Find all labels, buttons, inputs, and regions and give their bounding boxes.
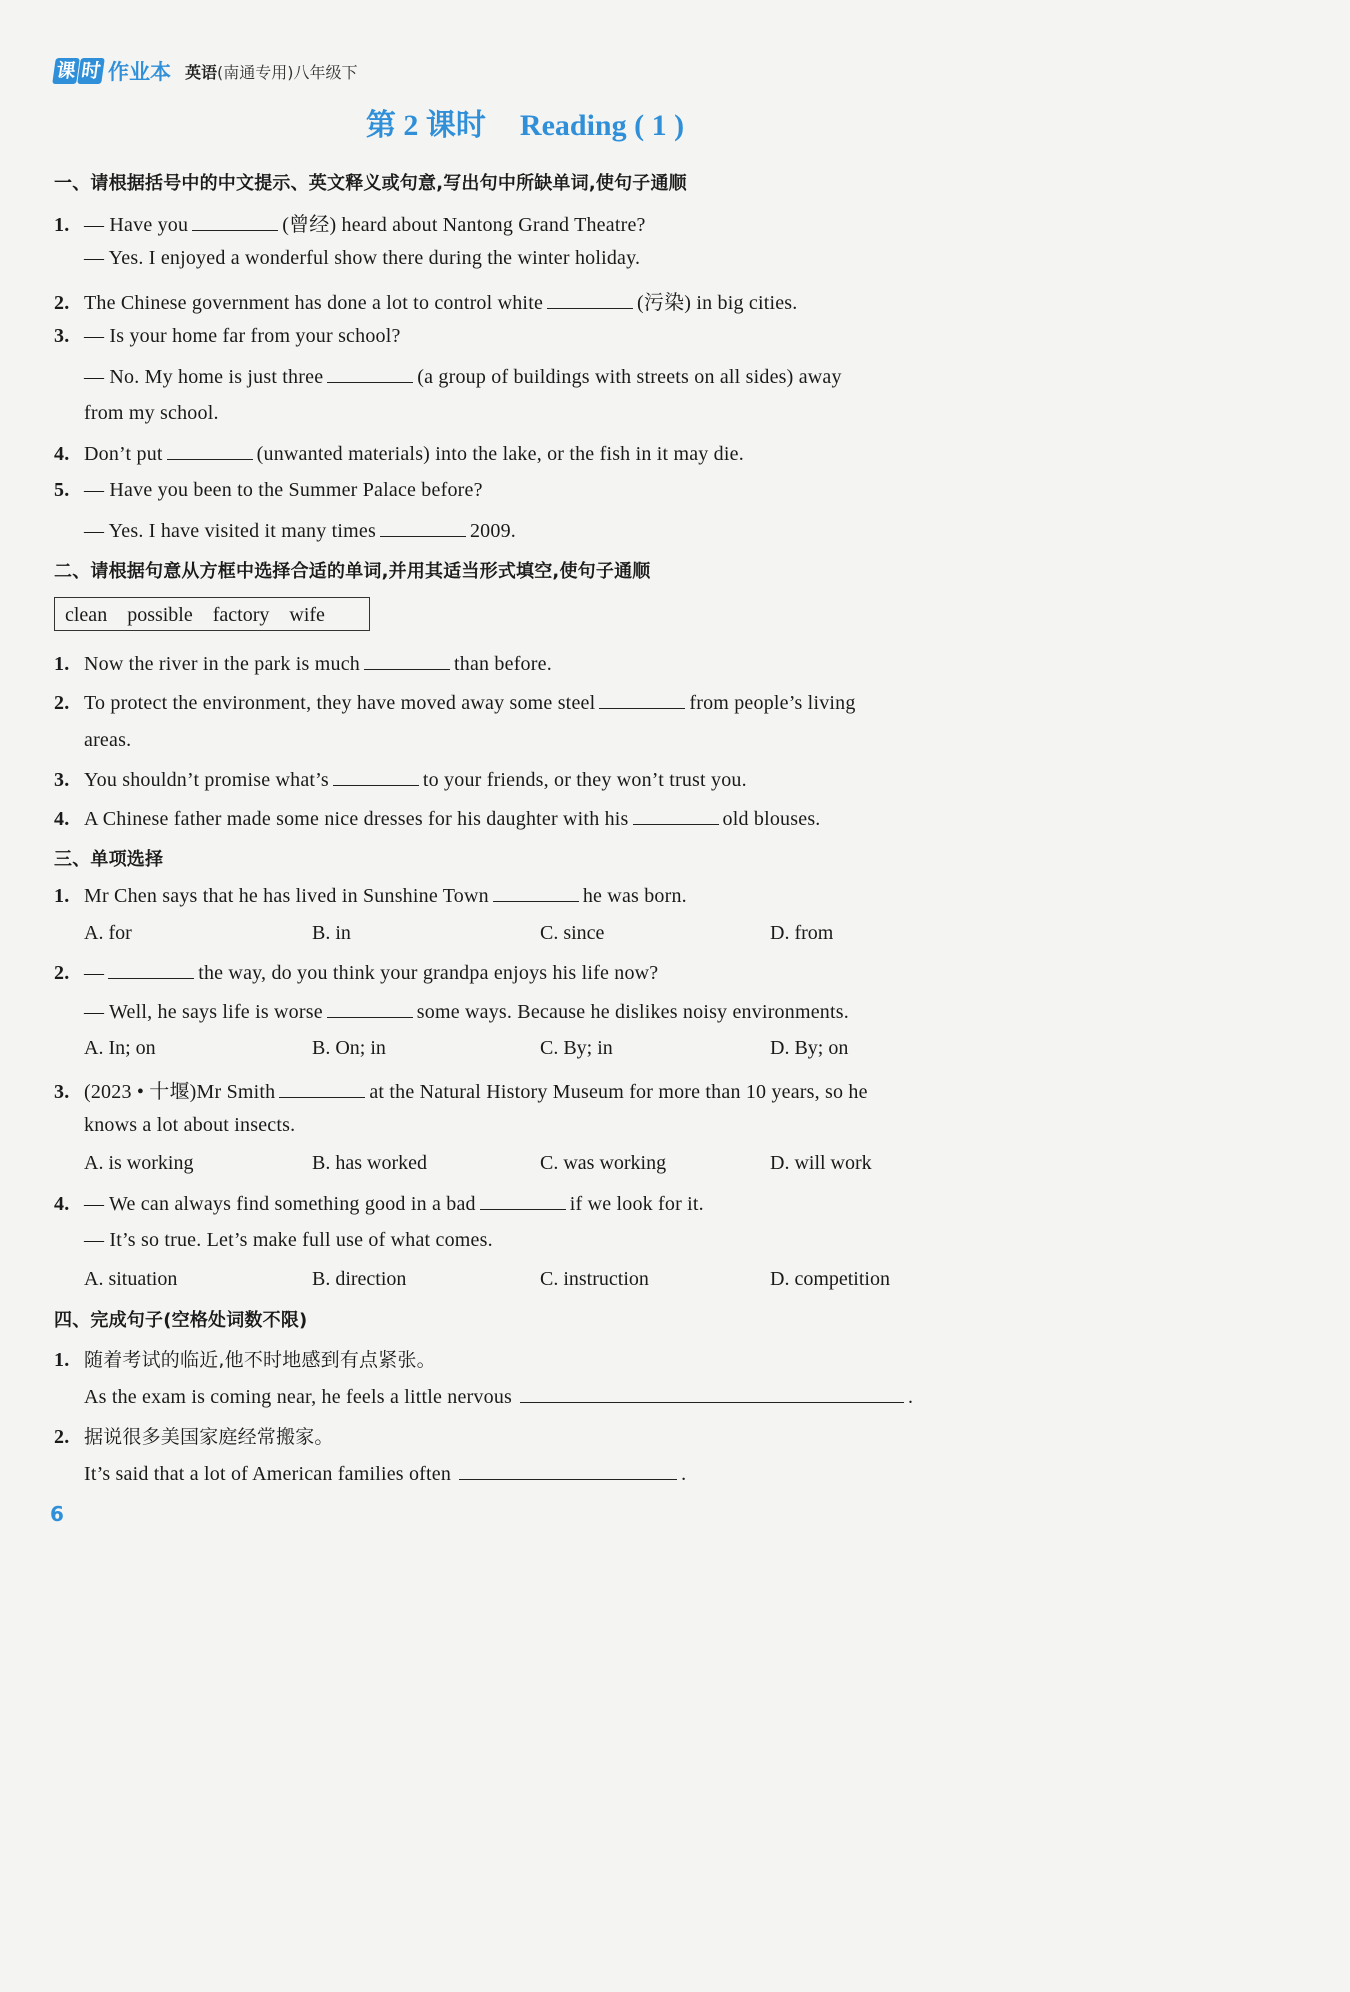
- s3-question-2-reply: — Well, he says life is worse some ways. Because he dislikes noisy environments.: [84, 1001, 849, 1023]
- option-c[interactable]: C. since: [540, 922, 605, 944]
- book-logo-text: 作业本: [108, 60, 171, 84]
- s4-question-2-cn: 2. 据说很多美国家庭经常搬家。: [54, 1426, 334, 1448]
- option-c[interactable]: C. instruction: [540, 1268, 649, 1290]
- answer-blank[interactable]: [633, 806, 719, 825]
- answer-blank[interactable]: [480, 1191, 566, 1210]
- s4-question-1-cn: 1. 随着考试的临近,他不时地感到有点紧张。: [54, 1349, 436, 1371]
- s1-question-5-reply: — Yes. I have visited it many times 2009.: [84, 520, 516, 542]
- word-bank-item: clean: [65, 604, 108, 626]
- answer-blank[interactable]: [333, 767, 419, 786]
- s3-question-4: 4. — We can always find something good in a bad if we look for it.: [54, 1193, 704, 1215]
- answer-blank[interactable]: [192, 212, 278, 231]
- s1-question-3-cont: from my school.: [84, 402, 219, 424]
- option-a[interactable]: A. is working: [84, 1152, 194, 1174]
- word-bank-item: possible: [127, 604, 193, 626]
- answer-blank[interactable]: [167, 441, 253, 460]
- s1-question-1: 1. — Have you (曾经) heard about Nantong Grand Theatre?: [54, 214, 646, 236]
- option-d[interactable]: D. competition: [770, 1268, 890, 1290]
- word-bank-item: factory: [212, 604, 270, 626]
- s2-question-3: 3. You shouldn’t promise what’s to your friends, or they won’t trust you.: [54, 769, 747, 791]
- s2-question-4: 4. A Chinese father made some nice dresses for his daughter with his old blouses.: [54, 808, 821, 830]
- s1-question-4: 4. Don’t put (unwanted materials) into the lake, or the fish in it may die.: [54, 443, 744, 465]
- word-bank-item: wife: [289, 604, 325, 626]
- option-b[interactable]: B. On; in: [312, 1037, 386, 1059]
- page-number: 6: [50, 1502, 64, 1526]
- option-b[interactable]: B. in: [312, 922, 351, 944]
- answer-blank[interactable]: [327, 999, 413, 1018]
- s3-question-1: 1. Mr Chen says that he has lived in Sunshine Town he was born.: [54, 885, 687, 907]
- lesson-title: 第 2 课时 Reading ( 1 ): [365, 109, 685, 142]
- s1-question-2: 2. The Chinese government has done a lot to control white (污染) in big cities.: [54, 292, 798, 314]
- answer-blank[interactable]: [279, 1079, 365, 1098]
- answer-blank[interactable]: [493, 883, 579, 902]
- s3-question-4-reply: — It’s so true. Let’s make full use of what comes.: [84, 1229, 493, 1251]
- s4-question-2-en: It’s said that a lot of American families often .: [84, 1463, 687, 1485]
- book-logo: 课 时: [54, 58, 104, 84]
- subject-sub-label: (南通专用)八年级下: [217, 62, 358, 82]
- section-3-heading: 三、单项选择: [54, 849, 164, 870]
- s2-question-2-cont: areas.: [84, 729, 132, 751]
- s3-q3-options: [84, 1152, 984, 1178]
- s3-question-3: 3. (2023 • 十堰)Mr Smith at the Natural History Museum for more than 10 years, so he: [54, 1081, 868, 1103]
- section-4-heading: 四、完成句子(空格处词数不限): [54, 1310, 308, 1331]
- book-header: [54, 56, 358, 86]
- s3-question-2: 2. — the way, do you think your grandpa enjoys his life now?: [54, 962, 659, 984]
- word-bank-box: [54, 597, 370, 631]
- s2-question-1: 1. Now the river in the park is much than before.: [54, 653, 552, 675]
- answer-blank[interactable]: [459, 1461, 677, 1480]
- answer-blank[interactable]: [599, 690, 685, 709]
- option-d[interactable]: D. from: [770, 922, 834, 944]
- s3-q2-options: [84, 1037, 984, 1063]
- s1-question-3-reply: — No. My home is just three (a group of buildings with streets on all sides) away: [84, 366, 842, 388]
- answer-blank[interactable]: [520, 1384, 904, 1403]
- answer-blank[interactable]: [364, 651, 450, 670]
- option-a[interactable]: A. situation: [84, 1268, 178, 1290]
- s1-question-5: 5. — Have you been to the Summer Palace before?: [54, 479, 483, 501]
- answer-blank[interactable]: [327, 364, 413, 383]
- subject-label: 英语: [185, 62, 218, 82]
- answer-blank[interactable]: [547, 290, 633, 309]
- s1-question-3: 3. — Is your home far from your school?: [54, 325, 401, 347]
- answer-blank[interactable]: [380, 518, 466, 537]
- s3-q4-options: [84, 1268, 984, 1294]
- option-d[interactable]: D. will work: [770, 1152, 872, 1174]
- option-a[interactable]: A. In; on: [84, 1037, 156, 1059]
- s2-question-2: 2. To protect the environment, they have moved away some steel from people’s living: [54, 692, 856, 714]
- s3-q1-options: [84, 922, 984, 948]
- section-2-heading: 二、请根据句意从方框中选择合适的单词,并用其适当形式填空,使句子通顺: [54, 561, 651, 582]
- answer-blank[interactable]: [108, 960, 194, 979]
- s4-question-1-en: As the exam is coming near, he feels a little nervous .: [84, 1386, 914, 1408]
- option-b[interactable]: B. has worked: [312, 1152, 427, 1174]
- option-c[interactable]: C. was working: [540, 1152, 667, 1174]
- section-1-heading: 一、请根据括号中的中文提示、英文释义或句意,写出句中所缺单词,使句子通顺: [54, 173, 687, 194]
- option-b[interactable]: B. direction: [312, 1268, 407, 1290]
- option-a[interactable]: A. for: [84, 922, 132, 944]
- option-c[interactable]: C. By; in: [540, 1037, 613, 1059]
- option-d[interactable]: D. By; on: [770, 1037, 849, 1059]
- s3-question-3-cont: knows a lot about insects.: [84, 1114, 296, 1136]
- s1-question-1-reply: — Yes. I enjoyed a wonderful show there during the winter holiday.: [84, 247, 641, 269]
